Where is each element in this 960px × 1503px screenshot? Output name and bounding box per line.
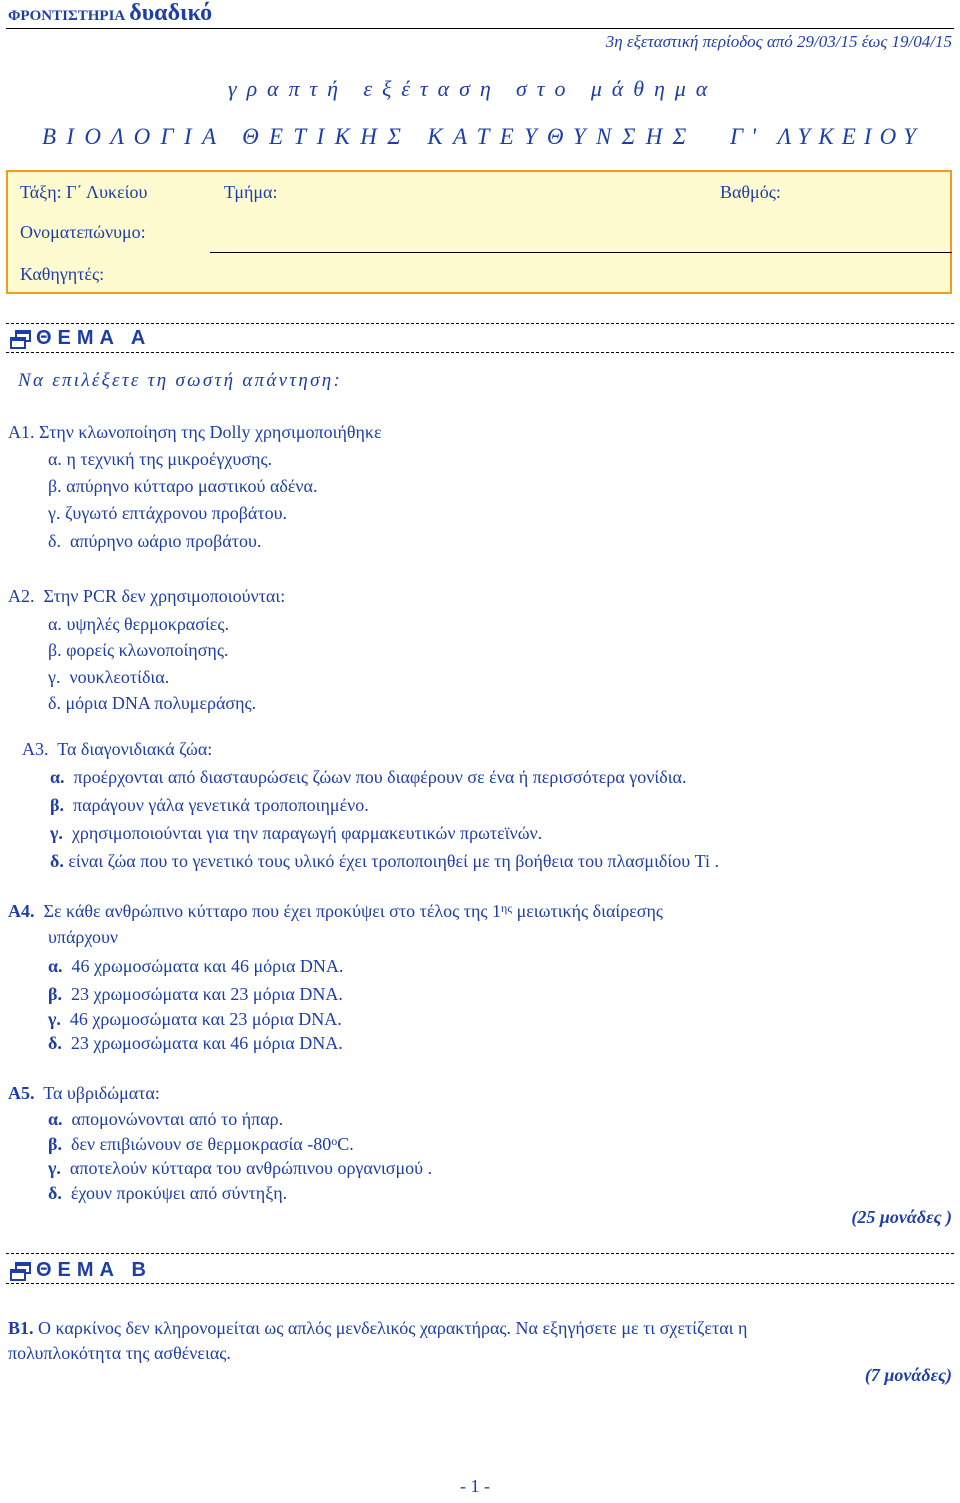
theme-b-rule-bottom: [6, 1283, 954, 1284]
option-a5-a: α. απομονώνονται από το ήπαρ.: [48, 1109, 284, 1129]
option-a3-a: α. προέρχονται από διασταυρώσεις ζώων που διαφέρουν σε ένα ή περισσότερα γονίδια.: [50, 767, 687, 787]
question-label: Β1.: [8, 1318, 34, 1338]
question-label: Α4.: [8, 901, 35, 921]
subject-line: ΒΙΟΛΟΓΙΑ ΘΕΤΙΚΗΣ ΚΑΤΕΥΘΥΝΣΗΣ: [42, 124, 697, 149]
option-a3-b: β. παράγουν γάλα γενετικά τροποποιημένο.: [50, 795, 369, 815]
question-label: Α3.: [22, 739, 49, 759]
brand-logo: [8, 0, 212, 29]
question-a3: [22, 739, 212, 760]
question-label: Α2.: [8, 586, 35, 606]
question-label: Α1.: [8, 422, 35, 442]
option-a4-d: δ. 23 χρωμοσώματα και 46 μόρια DNA.: [48, 1033, 343, 1053]
brand-small: ΦΡΟΝΤΙΣΤΗΡΙΑ: [8, 8, 126, 24]
option-a5-d: δ. έχουν προκύψει από σύντηξη.: [48, 1183, 288, 1203]
question-a5: [8, 1083, 160, 1104]
theme-a-rule-bottom: [6, 352, 954, 353]
question-text: Ο καρκίνος δεν κληρονομείται ως απλός μενδελικός χαρακτήρας. Να εξηγήσετε με τι σχετίζεται η: [38, 1318, 748, 1338]
question-b1-line2: πολυπλοκότητα της ασθένειας.: [8, 1343, 231, 1363]
question-text: Τα υβριδώματα:: [43, 1083, 160, 1103]
name-field-line[interactable]: [210, 252, 952, 253]
option-a2-d: δ. μόρια DNA πολυμεράσης.: [48, 693, 257, 713]
theme-a-title: ΘΕΜΑ Α: [36, 327, 152, 349]
option-a1-b: β. απύρηνο κύτταρο μαστικού αδένα.: [48, 476, 318, 496]
option-a2-c: γ. νουκλεοτίδια.: [48, 667, 170, 687]
question-a4: Α4. Σε κάθε ανθρώπινο κύτταρο που έχει προκύψει στο τέλος της $1^{\eta\varsigma}$ μειωτικής διαίρεσης: [8, 901, 664, 921]
option-a3-d: δ. είναι ζώα που το γενετικό τους υλικό έχει τροποποιηθεί με τη βοήθεια του πλασμιδίου Ti .: [50, 851, 720, 871]
option-a2-b: β. φορείς κλωνοποίησης.: [48, 640, 229, 660]
option-a1-a: α. η τεχνική της μικροέγχυσης.: [48, 449, 273, 469]
theme-b-title: ΘΕΜΑ Β: [36, 1259, 152, 1281]
exam-period: 3η εξεταστική περίοδος από 29/03/15 έως 19/04/15: [605, 32, 952, 51]
option-a2-a: α. υψηλές θερμοκρασίες.: [48, 614, 229, 634]
question-label: Α5.: [8, 1083, 35, 1103]
question-text: Στην PCR δεν χρησιμοποιούνται:: [43, 586, 286, 606]
theme-b-rule-top: [6, 1253, 954, 1254]
brand-big: δυαδικό: [129, 0, 213, 26]
grade-label: Βαθμός:: [720, 182, 781, 202]
question-text: Στην κλωνοποίηση της Dolly χρησιμοποιήθηκε: [39, 422, 382, 442]
option-a5-c: γ. αποτελούν κύτταρα του ανθρώπινου οργανισμού .: [48, 1158, 433, 1178]
class-label: Τάξη: Γ΄ Λυκείου: [20, 182, 148, 202]
option-a4-b: β. 23 χρωμοσώματα και 23 μόρια DNA.: [48, 984, 343, 1004]
question-a2: [8, 586, 285, 607]
option-a4-a: α. 46 χρωμοσώματα και 46 μόρια DNA.: [48, 956, 344, 976]
question-a1: [8, 422, 382, 443]
question-a4-line2: υπάρχουν: [48, 927, 119, 947]
exam-line: γραπτή εξέταση στο μάθημα: [228, 76, 718, 101]
question-text: Τα διαγονιδιακά ζώα:: [57, 739, 213, 759]
section-label: Τμήμα:: [224, 182, 278, 202]
option-a1-c: γ. ζυγωτό επτάχρονου προβάτου.: [48, 503, 288, 523]
student-info-box: [6, 170, 952, 294]
teachers-label: Καθηγητές:: [20, 264, 105, 284]
theme-a-instruction: Να επιλέξετε τη σωστή απάντηση:: [18, 370, 343, 391]
window-cascade-icon: [10, 1262, 32, 1282]
class-line: Γ' ΛΥΚΕΙΟΥ: [730, 124, 925, 149]
option-a4-c: γ. 46 χρωμοσώματα και 23 μόρια DNA.: [48, 1009, 342, 1029]
window-cascade-icon: [10, 330, 32, 350]
page-number: - 1 -: [460, 1476, 490, 1496]
theme-b-points: (7 μονάδες): [864, 1365, 952, 1385]
theme-a-points: (25 μονάδες ): [851, 1207, 952, 1227]
theme-a-rule-top: [6, 323, 954, 324]
option-a5-b: β. δεν επιβιώνουν σε θερμοκρασία -80$^o$C.: [48, 1134, 354, 1154]
option-a1-d: δ. απύρηνο ωάριο προβάτου.: [48, 531, 262, 551]
name-label: Ονοματεπώνυμο:: [20, 222, 146, 242]
header-rule: [6, 28, 954, 29]
question-b1: [8, 1318, 747, 1339]
option-a3-c: γ. χρησιμοποιούνται για την παραγωγή φαρμακευτικών πρωτεϊνών.: [50, 823, 543, 843]
